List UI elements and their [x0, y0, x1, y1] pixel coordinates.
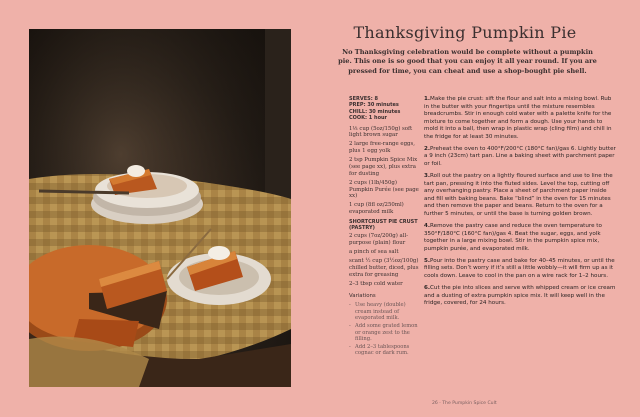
variation-item: - Add some grated lemon or orange zest to the filling. — [349, 323, 421, 342]
step-text: Preheat the oven to 400°F/200°C (180°C fan)/gas 6. Lightly butter a 9 inch (23cm) tart pan. Line a baking sheet with parchment paper or foil. — [424, 145, 616, 167]
step-text: Remove the pastry case and reduce the oven temperature to 350°F/180°C (160°C fan)/gas 4. Beat the sugar, eggs, and yolk together in a large mixing bowl. Stir in the pumpkin spice mix, pumpkin purée, and evaporated milk. — [424, 222, 602, 252]
recipe-meta — [349, 96, 421, 122]
prep-label: PREP: 30 minutes — [349, 102, 399, 109]
step-text: Pour into the pastry case and bake for 40–45 minutes, or until the filling sets. Don’t worry if it’s still a little wobbly—it will firm up as it cools down. Leave to cool in the pan on a wire rack for 1–2 hours. — [424, 257, 615, 279]
crust-heading: SHORTCRUST PIE CRUST (PASTRY) — [349, 218, 418, 232]
step-text: Make the pie crust: sift the flour and salt into a mixing bowl. Rub in the butter with your fingertips until the mixture resembles breadcrumbs. Stir in enough cold water with a palette knife for the mixture to come together and form a dough. Use your hands to mold it into a ball, then wrap in plastic wrap (cling film) and chill in the fridge for at least 30 minutes. — [424, 96, 612, 140]
method-steps — [424, 96, 616, 312]
step-text: Roll out the pastry on a lightly floured surface and use to line the tart pan, pressing it into the fluted sides. Level the top, cutting off any overhanging pastry. Place a sheet of parchment paper inside and fill with baking beans. Bake “blind” in the oven for 15 minutes and then remove the paper and beans. Return to the oven for a further 5 minutes, or until the base is turning golden brown. — [424, 173, 613, 217]
crust-ingredient-item: a pinch of sea salt — [349, 249, 399, 256]
variations-heading: Variations — [349, 293, 376, 300]
step-text: Cut the pie into slices and serve with whipped cream or ice cream and a dusting of extra pumpkin spice mix. It will keep well in the fridge, covered, for 24 hours. — [424, 285, 616, 307]
step-2 — [424, 146, 616, 169]
serves-label: SERVES: 8 — [349, 96, 378, 102]
crust-ingredient-item: scant ½ cup (3½oz/100g) chilled butter, diced, plus extra for greasing — [349, 258, 419, 278]
step-6 — [424, 285, 616, 308]
step-3 — [424, 173, 616, 218]
variations-list — [349, 302, 421, 356]
cook-label: COOK: 1 hour — [349, 115, 388, 122]
recipe-title: Thanksgiving Pumpkin Pie — [353, 23, 577, 42]
chill-label: CHILL: 30 minutes — [349, 108, 401, 115]
step-number: 4. — [424, 222, 431, 229]
step-number: 6. — [424, 285, 431, 291]
step-4 — [424, 223, 616, 253]
ingredient-item: 2 large free-range eggs, plus 1 egg yolk — [349, 141, 415, 155]
ingredient-item: 2 cups (1lb/450g) Pumpkin Purée (see page xx) — [349, 179, 419, 200]
step-number: 2. — [424, 145, 431, 152]
step-number: 1. — [424, 96, 431, 102]
page-footer: 26 · The Pumpkin Spice Cult — [432, 401, 497, 406]
variation-item: - Add 2–3 tablespoons cognac or dark rum. — [349, 344, 421, 357]
step-1 — [424, 96, 616, 141]
ingredients-column — [349, 96, 421, 358]
step-number: 5. — [424, 257, 431, 264]
step-number: 3. — [424, 173, 431, 180]
ingredient-item: 1 cup (8fl oz/250ml) evaporated milk — [349, 202, 404, 216]
ingredient-item: 2 tsp Pumpkin Spice Mix (see page xx), plus extra for dusting — [349, 157, 418, 177]
ingredient-item: 1⅓ cup (5oz/150g) soft light brown sugar — [349, 125, 413, 139]
pumpkin-pie-photo — [29, 29, 291, 387]
step-5 — [424, 258, 616, 281]
variation-item: - Use heavy (double) cream instead of evaporated milk. — [349, 302, 421, 321]
crust-ingredient-item: 2–3 tbsp cold water — [349, 280, 403, 287]
recipe-intro: No Thanksgiving celebration would be complete without a pumpkin pie. This one is so good that you can enjoy it all year round. If you are pressed for time, you can cheat and use a shop-bought pie shell. — [338, 48, 597, 75]
pie-illustration — [29, 29, 291, 387]
crust-ingredient-item: 2 cups (7oz/200g) all-purpose (plain) flour — [349, 233, 409, 247]
